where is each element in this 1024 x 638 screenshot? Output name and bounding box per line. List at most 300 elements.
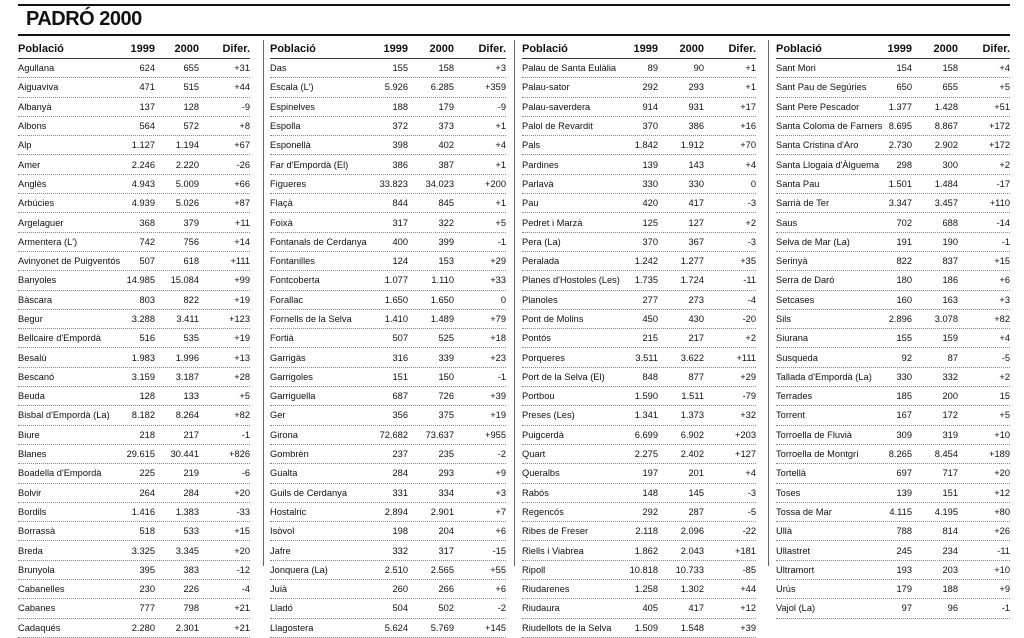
population-difference: +359	[485, 82, 506, 93]
population-1999: 1.650	[384, 294, 408, 305]
table-row	[270, 464, 506, 483]
population-2000: 1.996	[175, 352, 199, 363]
table-row	[18, 310, 250, 329]
town-name: Bordils	[18, 506, 47, 517]
population-1999: 97	[901, 603, 912, 614]
town-name: Far d'Empordà (El)	[270, 159, 349, 170]
population-column-4	[776, 40, 1010, 619]
population-2000: 204	[438, 526, 454, 537]
table-row	[522, 329, 756, 348]
population-difference: +28	[234, 371, 250, 382]
population-2000: 379	[183, 217, 199, 228]
population-difference: +955	[485, 429, 506, 440]
population-1999: 155	[896, 333, 912, 344]
population-1999: 777	[139, 603, 155, 614]
table-row	[18, 348, 250, 367]
table-row	[522, 387, 756, 406]
header-1999: 1999	[887, 43, 912, 55]
table-row	[776, 426, 1010, 445]
town-name: Riudaura	[522, 603, 560, 614]
population-1999: 139	[896, 487, 912, 498]
population-2000: 1.110	[431, 275, 454, 286]
table-row	[776, 271, 1010, 290]
population-difference: +2	[999, 159, 1010, 170]
table-row	[18, 155, 250, 174]
table-row	[522, 291, 756, 310]
table-row	[776, 464, 1010, 483]
population-1999: 137	[139, 101, 155, 112]
population-difference: +70	[740, 140, 756, 151]
population-difference: +2	[745, 333, 756, 344]
table-row	[776, 599, 1010, 618]
population-1999: 400	[392, 236, 408, 247]
population-2000: 293	[688, 82, 704, 93]
town-name: Fornells de la Selva	[270, 314, 352, 324]
population-2000: 200	[942, 391, 958, 402]
population-difference: +172	[989, 140, 1010, 151]
population-2000: 151	[942, 487, 958, 498]
population-2000: 5.769	[430, 622, 454, 633]
town-name: Palau-saverdera	[522, 101, 591, 112]
population-1999: 1.341	[634, 410, 658, 421]
town-name: Santa Llogaia d'Àlguema	[776, 159, 880, 170]
town-name: Terrades	[776, 391, 813, 402]
population-1999: 2.894	[384, 506, 408, 517]
town-name: Puigcerdà	[522, 429, 564, 440]
population-1999: 518	[139, 526, 155, 537]
town-name: Argelaguer	[18, 217, 64, 228]
town-name: Sils	[776, 314, 791, 324]
population-difference: +11	[234, 217, 250, 228]
population-1999: 155	[392, 63, 408, 74]
population-difference: +8	[239, 121, 250, 132]
table-row	[522, 252, 756, 271]
town-name: Gualta	[270, 468, 298, 479]
population-2000: 5.009	[175, 178, 199, 189]
population-2000: 525	[438, 333, 454, 344]
town-name: Ullà	[776, 526, 793, 537]
population-2000: 34.023	[425, 178, 454, 189]
table-row	[18, 484, 250, 503]
population-1999: 405	[642, 603, 658, 614]
population-difference: -15	[492, 545, 506, 556]
town-name: Besalú	[18, 352, 47, 363]
population-2000: 502	[438, 603, 454, 614]
header-1999: 1999	[383, 43, 408, 55]
population-1999: 151	[392, 371, 408, 382]
table-row	[776, 175, 1010, 194]
town-name: Aiguaviva	[18, 82, 59, 93]
population-difference: +5	[495, 217, 506, 228]
town-name: Setcases	[776, 294, 815, 305]
table-row	[270, 252, 506, 271]
population-difference: +172	[989, 121, 1010, 132]
population-2000: 572	[183, 121, 199, 132]
population-1999: 1.242	[634, 256, 658, 267]
population-difference: -1	[1001, 236, 1010, 247]
population-2000: 159	[942, 333, 958, 344]
population-difference: +7	[495, 506, 506, 517]
population-difference: +6	[495, 584, 506, 595]
population-difference: +9	[495, 468, 506, 479]
population-difference: +4	[999, 63, 1010, 74]
header-difer: Difer.	[982, 43, 1010, 55]
population-2000: 375	[438, 410, 454, 421]
town-name: Alp	[18, 140, 32, 151]
population-difference: +145	[485, 622, 506, 633]
population-difference: -14	[996, 217, 1010, 228]
population-column-3	[522, 40, 756, 638]
population-1999: 10.818	[629, 564, 658, 575]
table-row	[18, 445, 250, 464]
population-2000: 10.733	[675, 564, 704, 575]
population-1999: 420	[642, 198, 658, 209]
population-2000: 535	[183, 333, 199, 344]
population-difference: -20	[742, 314, 756, 324]
table-row	[776, 78, 1010, 97]
population-2000: 822	[183, 294, 199, 305]
population-difference: -85	[742, 564, 756, 575]
population-2000: 1.650	[430, 294, 454, 305]
table-row	[18, 213, 250, 232]
table-row	[18, 329, 250, 348]
population-2000: 515	[183, 82, 199, 93]
population-difference: -4	[241, 584, 250, 595]
population-1999: 1.410	[384, 314, 408, 324]
table-row	[522, 271, 756, 290]
table-row	[18, 117, 250, 136]
town-name: Pardines	[522, 159, 559, 170]
population-1999: 5.624	[384, 622, 408, 633]
town-name: Albanyà	[18, 101, 52, 112]
population-1999: 3.347	[888, 198, 912, 209]
population-2000: 1.548	[680, 622, 704, 633]
population-difference: +4	[495, 140, 506, 151]
town-name: Pont de Molins	[522, 314, 584, 324]
population-1999: 298	[896, 159, 912, 170]
population-1999: 125	[642, 217, 658, 228]
population-2000: 15.084	[170, 275, 199, 286]
table-row	[776, 59, 1010, 78]
population-1999: 1.258	[634, 584, 658, 595]
town-name: Serinyà	[776, 256, 808, 267]
population-difference: +203	[735, 429, 756, 440]
population-2000: 2.043	[680, 545, 704, 556]
header-difer: Difer.	[478, 43, 506, 55]
table-row	[18, 522, 250, 541]
population-1999: 370	[642, 121, 658, 132]
population-1999: 398	[392, 140, 408, 151]
population-2000: 201	[688, 468, 704, 479]
town-name: Llagostera	[270, 622, 314, 633]
population-1999: 370	[642, 236, 658, 247]
population-2000: 150	[438, 371, 454, 382]
population-difference: -2	[497, 603, 506, 614]
table-row	[776, 387, 1010, 406]
population-2000: 1.489	[430, 314, 454, 324]
table-row	[18, 194, 250, 213]
table-row	[522, 368, 756, 387]
population-2000: 8.867	[934, 121, 958, 132]
population-1999: 14.985	[126, 275, 155, 286]
population-2000: 172	[942, 410, 958, 421]
population-1999: 395	[139, 564, 155, 575]
population-difference: +5	[999, 82, 1010, 93]
town-name: Ribes de Freser	[522, 526, 589, 537]
population-2000: 2.402	[680, 449, 704, 460]
table-row	[18, 271, 250, 290]
town-name: Palol de Revardit	[522, 121, 593, 132]
population-difference: +20	[234, 487, 250, 498]
population-difference: -26	[236, 159, 250, 170]
town-name: Ger	[270, 410, 286, 421]
population-difference: +15	[994, 256, 1010, 267]
population-1999: 914	[642, 101, 658, 112]
town-name: Toses	[776, 487, 801, 498]
population-difference: +3	[999, 294, 1010, 305]
table-row	[776, 541, 1010, 560]
town-name: Fontanilles	[270, 256, 315, 267]
table-row	[270, 117, 506, 136]
top-rule	[18, 4, 1010, 6]
population-difference: +14	[234, 236, 250, 247]
table-row	[270, 406, 506, 425]
population-1999: 3.511	[635, 352, 658, 363]
page-title: PADRÓ 2000	[26, 8, 142, 30]
population-2000: 837	[942, 256, 958, 267]
population-1999: 3.325	[131, 545, 155, 556]
town-name: Tortellà	[776, 468, 806, 479]
population-1999: 1.983	[131, 352, 155, 363]
town-name: Esponellà	[270, 140, 311, 151]
town-name: Girona	[270, 429, 298, 440]
table-row	[270, 98, 506, 117]
population-2000: 179	[438, 101, 454, 112]
header-2000: 2000	[679, 43, 704, 55]
population-2000: 5.026	[175, 198, 199, 209]
table-row	[776, 136, 1010, 155]
population-difference: -3	[747, 487, 756, 498]
table-row	[522, 213, 756, 232]
population-difference: +4	[745, 159, 756, 170]
population-1999: 193	[896, 564, 912, 575]
population-2000: 219	[183, 468, 199, 479]
population-difference: +1	[745, 82, 756, 93]
table-row	[522, 426, 756, 445]
population-2000: 417	[688, 198, 704, 209]
population-difference: +20	[234, 545, 250, 556]
table-row	[776, 233, 1010, 252]
table-row	[18, 406, 250, 425]
population-difference: +826	[229, 449, 250, 460]
header-poblacio: Població	[522, 43, 568, 55]
population-1999: 29.615	[126, 449, 155, 460]
table-row	[18, 368, 250, 387]
population-2000: 618	[183, 256, 199, 267]
table-row	[18, 561, 250, 580]
population-column-1	[18, 40, 250, 638]
population-1999: 331	[392, 487, 408, 498]
population-difference: +51	[994, 101, 1010, 112]
table-row	[18, 98, 250, 117]
town-name: Portbou	[522, 391, 555, 402]
town-name: Riudarenes	[522, 584, 570, 595]
table-row	[522, 406, 756, 425]
town-name: Avinyonet de Puigventós	[18, 256, 121, 267]
population-difference: 15	[999, 391, 1010, 402]
population-difference: +32	[740, 410, 756, 421]
population-difference: -3	[747, 236, 756, 247]
population-difference: +67	[234, 140, 250, 151]
population-1999: 92	[901, 352, 912, 363]
population-difference: +44	[740, 584, 756, 595]
table-row	[522, 541, 756, 560]
town-name: Riells i Viabrea	[522, 545, 584, 556]
table-row	[270, 541, 506, 560]
population-2000: 145	[688, 487, 704, 498]
population-1999: 1.842	[634, 140, 658, 151]
town-name: Armentera (L')	[18, 236, 78, 247]
header-difer: Difer.	[222, 43, 250, 55]
table-row	[270, 194, 506, 213]
population-2000: 717	[942, 468, 958, 479]
population-1999: 788	[896, 526, 912, 537]
population-2000: 163	[942, 294, 958, 305]
table-row	[270, 291, 506, 310]
header-1999: 1999	[130, 43, 155, 55]
column-header	[270, 40, 506, 59]
population-2000: 273	[688, 294, 704, 305]
population-2000: 1.277	[680, 256, 704, 267]
population-1999: 4.939	[131, 198, 155, 209]
population-2000: 1.484	[934, 178, 958, 189]
population-1999: 504	[392, 603, 408, 614]
table-row	[522, 484, 756, 503]
population-2000: 1.383	[175, 506, 199, 517]
table-row	[270, 329, 506, 348]
population-difference: +87	[234, 198, 250, 209]
population-difference: +33	[490, 275, 506, 286]
population-2000: 1.194	[175, 140, 199, 151]
population-2000: 402	[438, 140, 454, 151]
population-difference: -6	[241, 468, 250, 479]
population-difference: +3	[495, 487, 506, 498]
population-difference: -3	[747, 198, 756, 209]
town-name: Breda	[18, 545, 43, 556]
table-row	[522, 310, 756, 329]
population-difference: +10	[994, 564, 1010, 575]
population-difference: +6	[495, 526, 506, 537]
population-difference: +79	[490, 314, 506, 324]
population-difference: +1	[495, 159, 506, 170]
town-name: Porqueres	[522, 352, 565, 363]
population-2000: 158	[942, 63, 958, 74]
town-name: Garrigàs	[270, 352, 306, 363]
table-row	[776, 98, 1010, 117]
town-name: Palau-sator	[522, 82, 570, 93]
table-row	[18, 233, 250, 252]
table-row	[776, 291, 1010, 310]
table-row	[522, 175, 756, 194]
table-row	[776, 310, 1010, 329]
table-row	[522, 155, 756, 174]
population-1999: 356	[392, 410, 408, 421]
population-difference: -1	[497, 236, 506, 247]
population-1999: 624	[139, 63, 155, 74]
population-1999: 89	[647, 63, 658, 74]
population-2000: 153	[438, 256, 454, 267]
table-row	[776, 117, 1010, 136]
header-2000: 2000	[429, 43, 454, 55]
population-2000: 1.511	[681, 391, 704, 402]
population-difference: +29	[740, 371, 756, 382]
population-1999: 139	[642, 159, 658, 170]
population-1999: 237	[392, 449, 408, 460]
population-difference: -5	[747, 506, 756, 517]
population-1999: 4.943	[131, 178, 155, 189]
population-2000: 2.096	[680, 526, 704, 537]
population-difference: +111	[736, 352, 756, 363]
town-name: Albons	[18, 121, 47, 132]
town-name: Agullana	[18, 63, 55, 74]
population-2000: 430	[688, 314, 704, 324]
population-2000: 1.428	[934, 101, 958, 112]
table-row	[522, 117, 756, 136]
table-row	[270, 619, 506, 638]
population-2000: 383	[183, 564, 199, 575]
population-difference: +19	[234, 294, 250, 305]
town-name: Bisbal d'Empordà (La)	[18, 410, 110, 421]
table-row	[18, 464, 250, 483]
population-difference: +39	[490, 391, 506, 402]
table-row	[522, 580, 756, 599]
population-difference: +189	[989, 449, 1010, 460]
table-row	[776, 503, 1010, 522]
population-difference: +16	[740, 121, 756, 132]
table-row	[270, 233, 506, 252]
population-1999: 1.377	[888, 101, 912, 112]
column-divider	[768, 40, 769, 566]
town-name: Fontanals de Cerdanya	[270, 236, 367, 247]
table-row	[270, 561, 506, 580]
population-difference: +4	[999, 333, 1010, 344]
population-2000: 8.264	[175, 410, 199, 421]
population-2000: 2.565	[430, 564, 454, 575]
town-name: Garriguella	[270, 391, 316, 402]
table-row	[776, 194, 1010, 213]
population-2000: 128	[183, 101, 199, 112]
population-1999: 188	[392, 101, 408, 112]
population-2000: 158	[438, 63, 454, 74]
town-name: Torrent	[776, 410, 805, 421]
town-name: Santa Cristina d'Aro	[776, 140, 859, 151]
town-name: Ullastret	[776, 545, 811, 556]
table-row	[776, 445, 1010, 464]
population-difference: -9	[241, 101, 250, 112]
table-row	[522, 59, 756, 78]
population-2000: 814	[942, 526, 958, 537]
population-2000: 2.901	[430, 506, 454, 517]
population-difference: +9	[999, 584, 1010, 595]
population-2000: 655	[183, 63, 199, 74]
town-name: Pau	[522, 198, 539, 209]
town-name: Espolla	[270, 121, 301, 132]
table-row	[776, 329, 1010, 348]
table-row	[270, 271, 506, 290]
town-name: Espinelves	[270, 101, 315, 112]
table-row	[18, 175, 250, 194]
town-name: Amer	[18, 159, 41, 170]
